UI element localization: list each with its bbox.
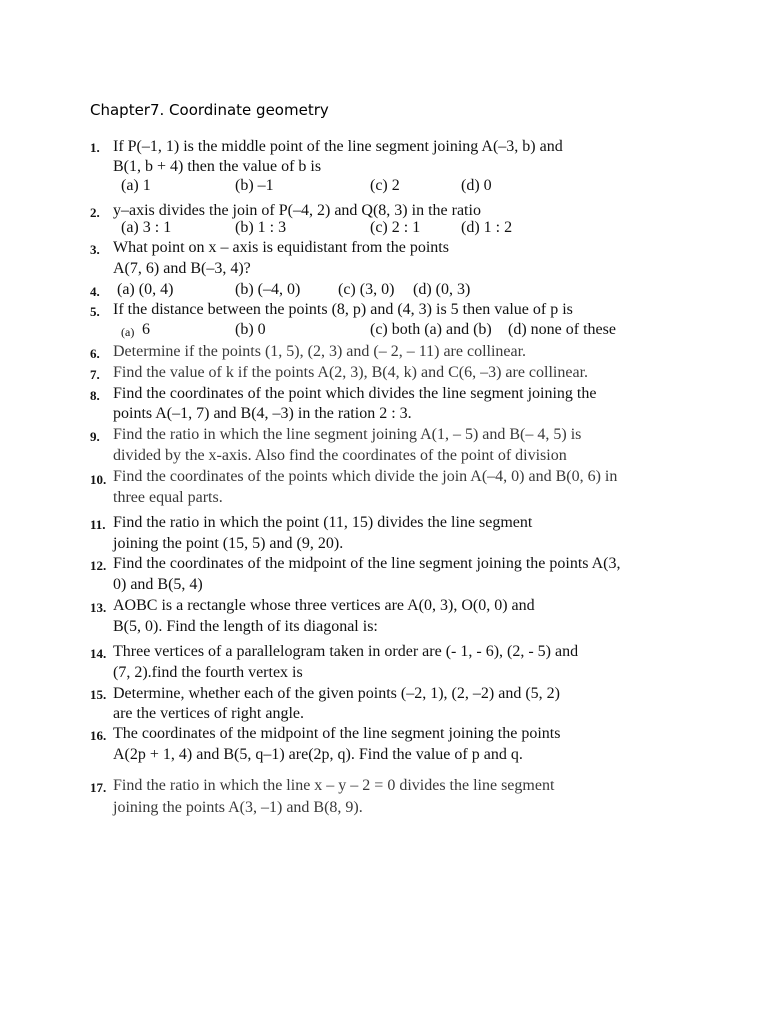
question-text: Find the coordinates of the midpoint of the line segment joining the points A(3, (113, 555, 621, 572)
question-number: 16. (90, 728, 107, 743)
question-text: Find the coordinates of the points which divide the join A(–4, 0) and B(0, 6) in (113, 468, 618, 485)
option-b: (b) –1 (235, 177, 274, 194)
question-number: 9. (90, 429, 100, 444)
option-a-label: (a) (121, 325, 135, 339)
option-b: (b) 0 (235, 321, 266, 338)
question-text: Find the ratio in which the point (11, 15) divides the line segment (113, 514, 533, 531)
question-text: joining the points A(3, –1) and B(8, 9). (113, 799, 363, 816)
question-text: three equal parts. (113, 489, 223, 506)
option-d: (d) (0, 3) (413, 281, 471, 298)
question-number: 15. (90, 687, 107, 702)
question-text: 0) and B(5, 4) (113, 576, 203, 593)
option-d: (d) none of these (508, 321, 616, 338)
question-text: If the distance between the points (8, p) and (4, 3) is 5 then value of p is (113, 301, 573, 318)
option-d: (d) 1 : 2 (461, 219, 513, 236)
option-a: 6 (142, 321, 150, 338)
option-b: (b) 1 : 3 (235, 219, 287, 236)
question-number: 6. (90, 346, 100, 361)
question-text: Determine if the points (1, 5), (2, 3) and (– 2, – 11) are collinear. (113, 343, 527, 360)
question-text: Find the ratio in which the line segment joining A(1, – 5) and B(– 4, 5) is (113, 426, 582, 443)
option-b: (b) (–4, 0) (235, 281, 301, 298)
question-text: Find the coordinates of the point which divides the line segment joining the (113, 385, 597, 402)
question-number: 11. (90, 517, 106, 532)
option-c: (c) 2 : 1 (370, 219, 421, 236)
question-number: 14. (90, 646, 107, 661)
question-text: Determine, whether each of the given points (–2, 1), (2, –2) and (5, 2) (113, 685, 560, 702)
question-number: 7. (90, 367, 100, 382)
option-a: (a) 1 (121, 177, 151, 194)
question-number: 3. (90, 242, 100, 257)
page-title: Chapter7. Coordinate geometry (90, 101, 329, 119)
question-text: (7, 2).find the fourth vertex is (113, 664, 303, 681)
question-text: Find the ratio in which the line x – y – 2 = 0 divides the line segment (113, 777, 555, 794)
option-a: (a) (0, 4) (117, 281, 174, 298)
option-d: (d) 0 (461, 177, 492, 194)
question-number: 4. (90, 284, 100, 299)
question-number: 1. (90, 140, 100, 155)
question-number: 13. (90, 600, 107, 615)
question-text: B(1, b + 4) then the value of b is (113, 158, 322, 175)
question-text: A(2p + 1, 4) and B(5, q–1) are(2p, q). Find the value of p and q. (113, 746, 523, 763)
option-a: (a) 3 : 1 (121, 219, 172, 236)
question-text: The coordinates of the midpoint of the line segment joining the points (113, 725, 561, 742)
question-text: points A(–1, 7) and B(4, –3) in the ration 2 : 3. (113, 405, 412, 422)
option-c: (c) (3, 0) (338, 281, 395, 298)
question-text: If P(–1, 1) is the middle point of the line segment joining A(–3, b) and (113, 138, 563, 155)
question-number: 5. (90, 304, 100, 319)
question-number: 17. (90, 780, 107, 795)
question-number: 10. (90, 472, 107, 487)
question-text: AOBC is a rectangle whose three vertices are A(0, 3), O(0, 0) and (113, 597, 535, 614)
question-number: 12. (90, 558, 107, 573)
question-text: Three vertices of a parallelogram taken in order are (- 1, - 6), (2, - 5) and (113, 643, 579, 660)
question-number: 8. (90, 388, 100, 403)
question-number: 2. (90, 205, 100, 220)
question-text: y–axis divides the join of P(–4, 2) and Q(8, 3) in the ratio (113, 202, 481, 219)
question-text: A(7, 6) and B(–3, 4)? (113, 260, 251, 277)
option-c: (c) both (a) and (b) (370, 321, 492, 338)
question-text: joining the point (15, 5) and (9, 20). (113, 535, 344, 552)
question-text: are the vertices of right angle. (113, 705, 305, 722)
question-text: What point on x – axis is equidistant from the points (113, 239, 449, 256)
question-text: divided by the x-axis. Also find the coordinates of the point of division (113, 447, 567, 464)
question-text: Find the value of k if the points A(2, 3), B(4, k) and C(6, –3) are collinear. (113, 364, 589, 381)
option-c: (c) 2 (370, 177, 400, 194)
question-text: B(5, 0). Find the length of its diagonal is: (113, 618, 378, 635)
